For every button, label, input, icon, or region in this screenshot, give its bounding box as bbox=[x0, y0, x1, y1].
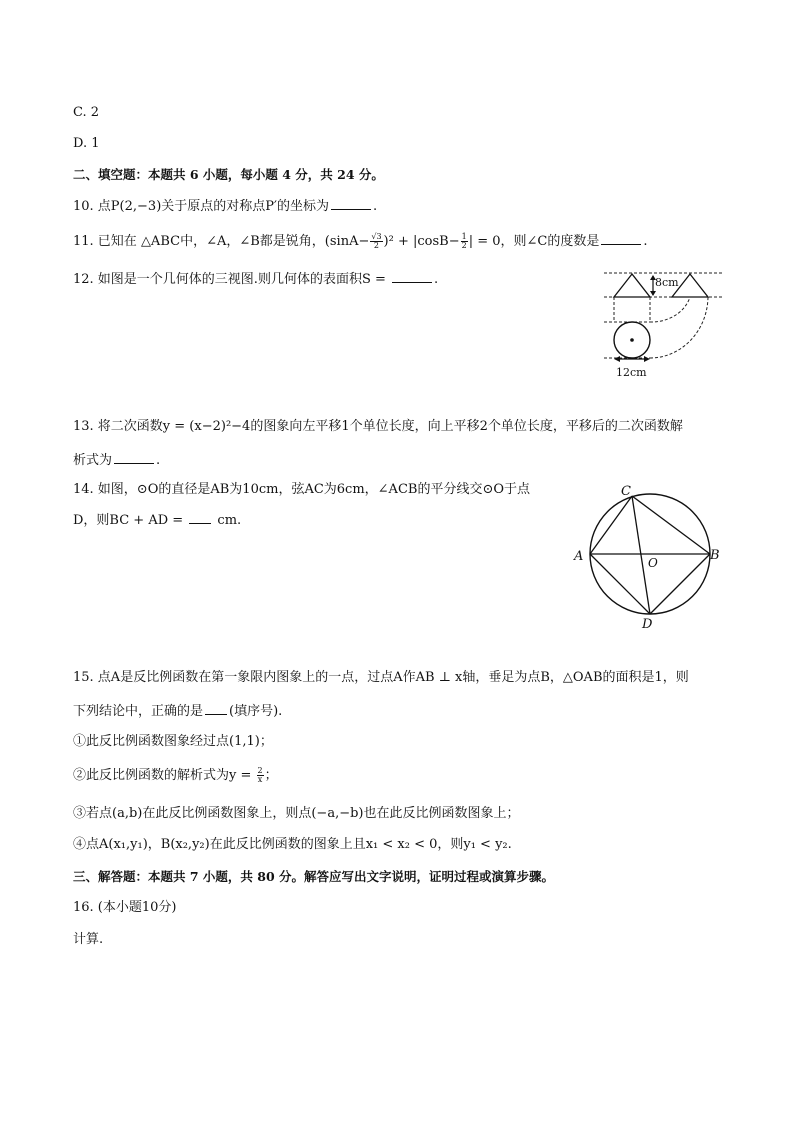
answer-blank bbox=[205, 702, 227, 715]
chord-ac bbox=[590, 496, 632, 554]
s2-text: ②此反比例函数的解析式为y = bbox=[73, 768, 256, 783]
q11-text-c: | = 0，则∠C的度数是 bbox=[468, 234, 600, 249]
point-d-label: D bbox=[642, 617, 653, 632]
point-c-label: C bbox=[621, 484, 631, 499]
chord-bd bbox=[650, 554, 710, 614]
statement-3: ③若点(a,b)在此反比例函数图象上，则点(−a,−b)也在此反比例函数图象上； bbox=[73, 806, 520, 821]
point-o-label: O bbox=[648, 556, 658, 570]
section-2-heading: 二、填空题：本题共 6 小题，每小题 4 分，共 24 分。 bbox=[73, 167, 384, 182]
answer-blank bbox=[189, 511, 211, 524]
question-13-line-1: 13. 将二次函数y = (x−2)²−4的图象向左平移1个单位长度，向上平移2个单位长度，平移后的二次函数解 bbox=[73, 419, 683, 434]
q11-end: . bbox=[643, 234, 648, 249]
answer-blank bbox=[114, 451, 154, 464]
fraction-denominator: 2 bbox=[373, 241, 379, 250]
fraction bbox=[461, 233, 468, 250]
s2-end: ； bbox=[264, 768, 278, 783]
question-13-line-2 bbox=[73, 451, 160, 470]
q11-text-b: )² + |cosB− bbox=[383, 234, 460, 249]
option-d: D. 1 bbox=[73, 136, 100, 151]
q15-end: (填序号). bbox=[229, 704, 283, 719]
question-16-title: 16. (本小题10分) bbox=[73, 900, 177, 915]
question-14-line-2 bbox=[73, 511, 241, 530]
fraction bbox=[257, 767, 264, 784]
q10-end: . bbox=[372, 199, 378, 214]
chord-cd bbox=[632, 496, 650, 614]
option-c: C. 2 bbox=[73, 105, 100, 120]
fraction-numerator: 1 bbox=[461, 232, 467, 241]
answer-blank bbox=[392, 270, 432, 283]
diameter-label: 12cm bbox=[616, 366, 647, 379]
question-10 bbox=[73, 197, 377, 216]
question-16-text: 计算. bbox=[73, 932, 104, 947]
question-15-line-2 bbox=[73, 702, 282, 721]
q10-text: 10. 点P(2,−3)关于原点的对称点P′的坐标为 bbox=[73, 199, 329, 214]
q15-text: 下列结论中，正确的是 bbox=[73, 704, 204, 719]
question-15-line-1: 15. 点A是反比例函数在第一象限内图象上的一点，过点A作AB ⊥ x轴，垂足为点B，△OAB的面积是1，则 bbox=[73, 670, 689, 685]
q13-text: 析式为 bbox=[73, 453, 113, 468]
three-view-figure bbox=[596, 266, 726, 382]
question-11 bbox=[73, 232, 647, 251]
fraction bbox=[370, 233, 382, 250]
q11-text-a: 11. 已知在 △ABC中，∠A，∠B都是锐角，(sinA− bbox=[73, 234, 370, 249]
answer-blank bbox=[601, 232, 641, 245]
q14-end: cm. bbox=[213, 513, 242, 528]
fraction-numerator: 2 bbox=[257, 766, 263, 775]
statement-4: ④点A(x₁,y₁)，B(x₂,y₂)在此反比例函数的图象上且x₁ < x₂ < 0，则y₁ < y₂. bbox=[73, 837, 512, 852]
chord-bc bbox=[632, 496, 710, 554]
height-label: 8cm bbox=[655, 276, 679, 289]
chord-ad bbox=[590, 554, 650, 614]
q14-text: D，则BC + AD = bbox=[73, 513, 188, 528]
section-3-heading: 三、解答题：本题共 7 小题，共 80 分。解答应写出文字说明，证明过程或演算步骤。 bbox=[73, 869, 555, 884]
question-12 bbox=[73, 270, 438, 289]
circle-figure bbox=[570, 478, 730, 638]
center-dot bbox=[630, 338, 634, 342]
question-14-line-1: 14. 如图，⊙O的直径是AB为10cm，弦AC为6cm，∠ACB的平分线交⊙O于点 bbox=[73, 482, 530, 497]
fraction-numerator: √3 bbox=[371, 232, 382, 241]
fraction-denominator: x bbox=[257, 775, 263, 784]
q13-end: . bbox=[156, 453, 161, 468]
statement-1: ①此反比例函数图象经过点(1,1)； bbox=[73, 734, 273, 749]
point-b-label: B bbox=[710, 548, 720, 563]
fraction-denominator: 2 bbox=[461, 241, 467, 250]
q12-text: 12. 如图是一个几何体的三视图.则几何体的表面积S = bbox=[73, 272, 391, 287]
q12-end: . bbox=[434, 272, 439, 287]
point-a-label: A bbox=[574, 549, 584, 564]
answer-blank bbox=[331, 197, 371, 210]
front-view-triangle bbox=[614, 274, 650, 297]
statement-2 bbox=[73, 767, 278, 785]
